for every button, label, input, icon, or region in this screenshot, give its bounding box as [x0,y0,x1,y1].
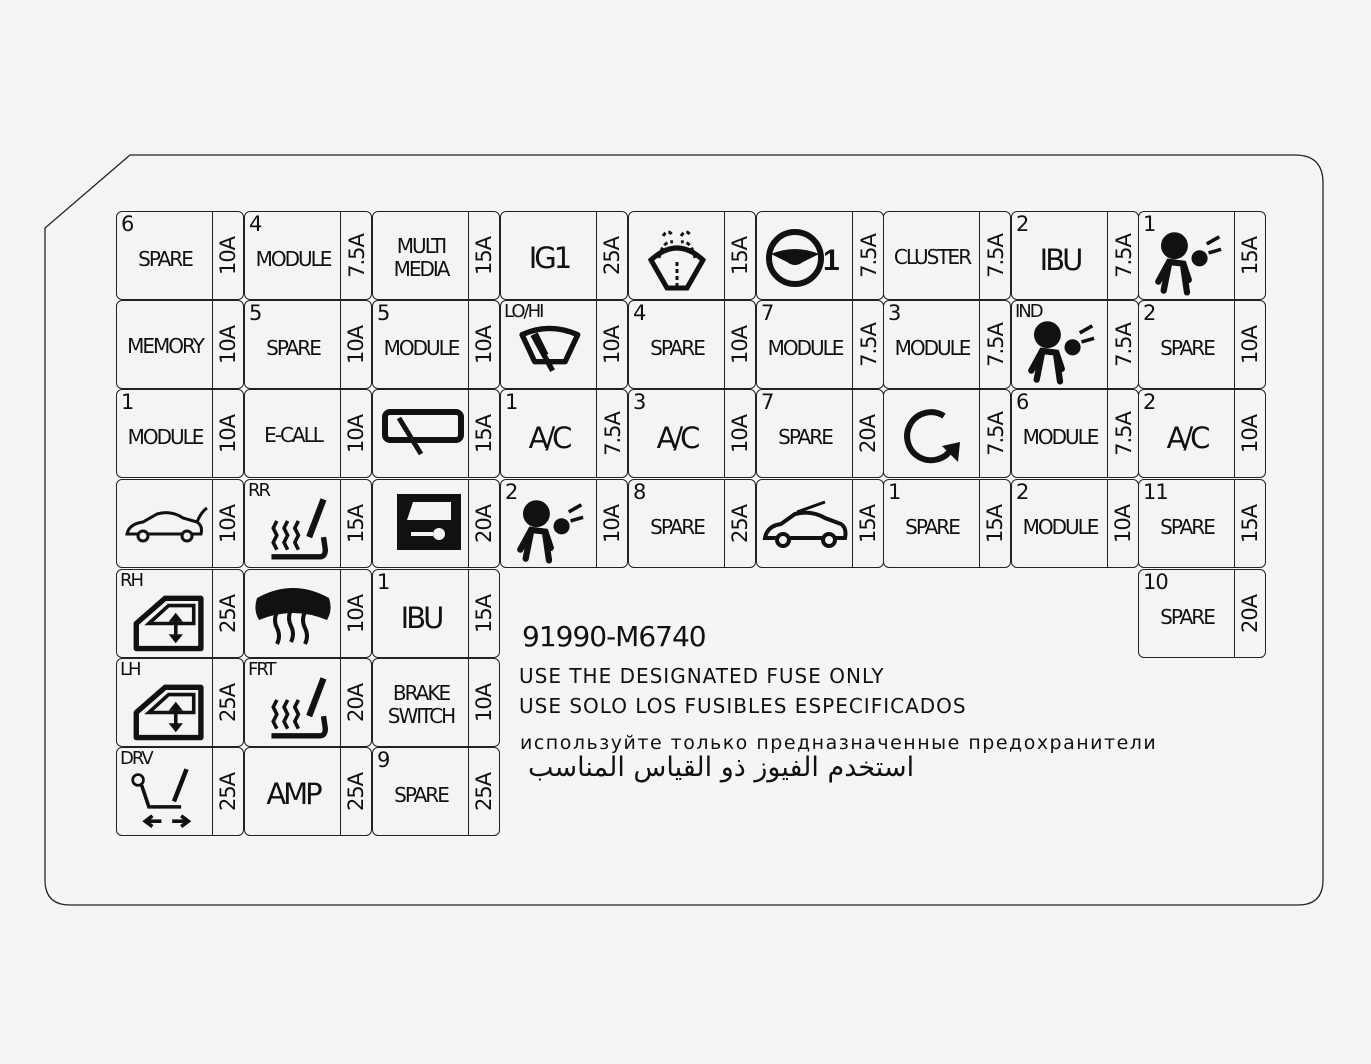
fuse-slot [883,389,1011,478]
fuse-number: 1 [1143,212,1156,236]
fuse-number: 6 [1016,390,1029,414]
fuse-amperage: 10A [728,325,753,364]
mirror-icon [377,396,465,474]
seat-heater-icon [249,673,337,743]
fuse-number: 5 [249,301,262,325]
fuse-amperage: 15A [1238,504,1263,543]
fuse-slot [628,211,756,300]
svg-text:1: 1 [823,244,840,277]
fuse-slot [1011,479,1139,568]
seat-heater-icon [249,494,337,564]
fuse-slot [1138,479,1266,568]
fuse-slot [244,389,372,478]
fuse-slot [500,389,628,478]
fuse-slot [372,658,500,747]
fuse-amperage: 7.5A [1111,411,1136,456]
fuse-amperage: 20A [472,504,497,543]
fuse-slot [883,479,1011,568]
fuse-label-amp: AMP [266,776,320,811]
fuse-amperage: 10A [1111,504,1136,543]
fuse-number: 1 [377,570,390,594]
fuse-number: 8 [633,480,646,504]
fuse-amperage: 7.5A [983,233,1008,278]
fuse-amperage: 7.5A [856,233,881,278]
fuse-slot [628,479,756,568]
fuse-label-ibu: IBU [400,600,442,635]
fuse-slot [1011,300,1139,389]
airbag-icon [505,494,593,564]
fuse-amperage: 15A [344,504,369,543]
fuse-amperage: 10A [216,504,241,543]
fuse-slot [244,569,372,658]
fuse-amperage: 10A [216,236,241,275]
fuse-label-a-c: A/C [656,420,698,455]
fuse-amperage: 15A [472,594,497,633]
fuse-amperage: 7.5A [1111,322,1136,367]
fuse-slot [883,211,1011,300]
fuse-label-ibu: IBU [1039,242,1081,277]
fuse-slot [756,300,884,389]
fuse-amperage: 10A [600,504,625,543]
power-seat-icon [121,762,209,832]
fuse-label-spare: SPARE [650,515,704,539]
fuse-label-brake-switch: BRAKE SWITCH [387,680,455,728]
fuse-number: 9 [377,748,390,772]
fuse-label-module: MODULE [767,336,843,360]
fuse-label-spare: SPARE [1160,605,1214,629]
fuse-position-tag: LO/HI [504,301,543,322]
fuse-position-tag: IND [1015,301,1042,322]
fuse-amperage: 20A [856,414,881,453]
airbag-icon [1143,226,1231,296]
fuse-number: 11 [1143,480,1168,504]
fuse-slot [1138,389,1266,478]
fuse-slot [756,389,884,478]
fuse-number: 1 [121,390,134,414]
fuse-label-ig1: IG1 [528,240,570,275]
fuse-slot [372,479,500,568]
fuse-number: 3 [888,301,901,325]
fuse-position-tag: RR [248,480,270,501]
fuse-amperage: 20A [344,683,369,722]
fuse-position-tag: FRT [248,659,275,680]
airbag-icon [1016,315,1104,385]
fuse-slot [244,211,372,300]
fuse-label-a-c: A/C [1166,420,1208,455]
fuse-label-module: MODULE [255,247,331,271]
rear-defogger-icon [249,576,337,654]
fuse-label-module: MODULE [383,336,459,360]
fuse-slot [372,747,500,836]
fuse-amperage: 25A [216,772,241,811]
wiper-icon [505,315,593,385]
fuse-slot [883,300,1011,389]
fuse-slot [756,479,884,568]
washer-icon [633,218,721,296]
fuse-label-memory: MEMORY [127,334,203,358]
fuse-label-cluster: CLUSTER [893,245,971,269]
fuse-label-spare: SPARE [650,336,704,360]
part-number: 91990-M6740 [522,620,706,653]
fuse-number: 4 [633,301,646,325]
fuse-label-spare: SPARE [394,783,448,807]
fuse-position-tag: LH [120,659,140,680]
fuse-amperage: 7.5A [1111,233,1136,278]
fuse-label-spare: SPARE [1160,336,1214,360]
fuse-label-multi-media: MULTI MEDIA [393,233,449,281]
fuse-number: 7 [761,301,774,325]
recirculation-icon [888,396,976,474]
fuse-amperage: 10A [344,594,369,633]
fuse-amperage: 25A [216,683,241,722]
fuse-amperage: 15A [856,504,881,543]
fuse-amperage: 7.5A [344,233,369,278]
fuse-label-module: MODULE [894,336,970,360]
fuse-amperage: 15A [472,236,497,275]
fuse-number: 7 [761,390,774,414]
fuse-slot [116,479,244,568]
fuse-amperage: 10A [728,414,753,453]
fuse-label-spare: SPARE [905,515,959,539]
fuse-amperage: 25A [216,594,241,633]
fuse-slot [500,300,628,389]
notice-arabic: استخدم الفيوز ذو القياس المناسب [528,752,915,783]
fuse-slot [500,479,628,568]
fuse-slot [116,389,244,478]
fuse-amperage: 25A [472,772,497,811]
fuse-label-a-c: A/C [528,420,570,455]
fuse-amperage: 25A [728,504,753,543]
fuse-number: 6 [121,212,134,236]
fuse-amperage: 25A [344,772,369,811]
fuse-label-module: MODULE [127,425,203,449]
fuse-number: 10 [1143,570,1168,594]
fuse-slot [1138,569,1266,658]
fuse-slot [1011,211,1139,300]
notice-russian: используйте только предназначенные предохранители [520,732,1158,754]
fuse-amperage: 10A [472,325,497,364]
fuse-number: 2 [1016,480,1029,504]
fuse-amperage: 25A [600,236,625,275]
fuse-label-module: MODULE [1022,425,1098,449]
fuse-slot [116,569,244,658]
fuse-label-spare: SPARE [266,336,320,360]
fuse-amperage: 15A [472,414,497,453]
fuse-amperage: 15A [983,504,1008,543]
fuse-label-spare: SPARE [778,425,832,449]
fuse-slot [628,389,756,478]
fuse-position-tag: RH [120,570,143,591]
fuse-amperage: 10A [1238,325,1263,364]
fuse-number: 1 [505,390,518,414]
fuse-amperage: 10A [1238,414,1263,453]
fuse-slot [372,300,500,389]
fuse-amperage: 10A [472,683,497,722]
fuse-slot [116,300,244,389]
fuse-slot [116,747,244,836]
fuse-amperage: 7.5A [983,322,1008,367]
notice-spanish: USE SOLO LOS FUSIBLES ESPECIFICADOS [519,694,967,718]
fuse-label-spare: SPARE [1160,515,1214,539]
fuse-number: 4 [249,212,262,236]
fuse-label-module: MODULE [1022,515,1098,539]
power-window-icon [121,673,209,743]
fuse-slot [244,479,372,568]
fuse-amperage: 7.5A [600,411,625,456]
fuse-number: 3 [633,390,646,414]
door-lock-icon [377,486,465,564]
fuse-amperage: 10A [344,325,369,364]
notice-english: USE THE DESIGNATED FUSE ONLY [519,664,885,688]
fuse-number: 1 [888,480,901,504]
fuse-slot [1011,389,1139,478]
fuse-amperage: 7.5A [856,322,881,367]
fuse-slot [500,211,628,300]
fuse-slot [372,389,500,478]
steering-wheel-icon [761,218,849,296]
fuse-slot [372,211,500,300]
fuse-amperage: 15A [728,236,753,275]
fuse-slot [756,211,884,300]
fuse-number: 2 [505,480,518,504]
power-window-icon [121,584,209,654]
fuse-slot [372,569,500,658]
fuse-slot [244,300,372,389]
trunk-icon [121,486,209,564]
fuse-number: 2 [1016,212,1029,236]
fuse-number: 5 [377,301,390,325]
fuse-amperage: 7.5A [983,411,1008,456]
sunroof-icon [761,486,849,564]
fuse-number: 2 [1143,390,1156,414]
fuse-slot [628,300,756,389]
fuse-label-spare: SPARE [138,247,192,271]
fuse-number: 2 [1143,301,1156,325]
fuse-slot [244,658,372,747]
fuse-position-tag: DRV [120,748,152,769]
fuse-amperage: 10A [216,414,241,453]
fuse-slot [244,747,372,836]
fuse-amperage: 10A [600,325,625,364]
fuse-slot [1138,211,1266,300]
fuse-label-e-call: E-CALL [264,423,322,447]
fuse-amperage: 10A [344,414,369,453]
fuse-amperage: 20A [1238,594,1263,633]
fuse-slot [116,211,244,300]
fuse-slot [116,658,244,747]
fuse-amperage: 15A [1238,236,1263,275]
fuse-amperage: 10A [216,325,241,364]
fuse-slot [1138,300,1266,389]
